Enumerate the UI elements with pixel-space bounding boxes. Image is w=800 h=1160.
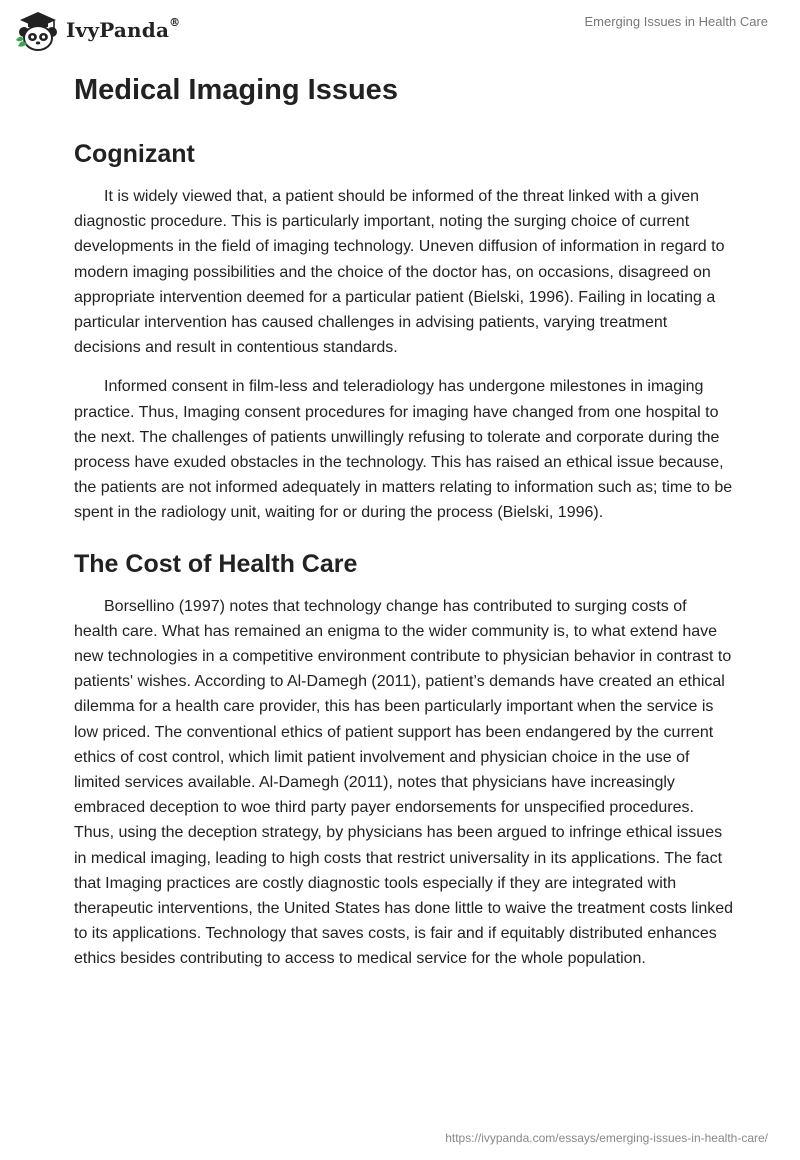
paragraph: Informed consent in film-less and teleradiology has undergone milestones in imaging practice. Thus, Imaging consent procedures for imaging have changed from one hospital to the next. The challenges of patients unwillingly refusing to tolerate and corporate during the process have exuded obstacles in the technology. This has raised an ethical issue because, the patients are not informed adequately in matters relating to information such as; time to be spent in the radiology unit, waiting for or during the process (Bielski, 1996). (74, 378, 733, 522)
panda-graduate-icon (14, 8, 62, 52)
essay-content (74, 68, 734, 986)
source-url[interactable]: https://ivypanda.com/essays/emerging-issues-in-health-care/ (445, 1131, 768, 1145)
page-title: Medical Imaging Issues (74, 74, 398, 106)
page-header (0, 0, 800, 60)
section-heading-cognizant: Cognizant (74, 140, 195, 168)
document-title: Emerging Issues in Health Care (584, 14, 768, 29)
paragraph: It is widely viewed that, a patient should be informed of the threat linked with a given diagnostic procedure. This is particularly important, noting the surging choice of current developments in the field of imaging technology. Uneven diffusion of information in regard to modern imaging possibilities and the choice of the doctor has, on occasions, disagreed on appropriate intervention deemed for a particular patient (Bielski, 1996). Failing in locating a particular intervention has caused challenges in advising patients, varying treatment decisions and result in contentious standards. (74, 188, 725, 357)
paragraph: Borsellino (1997) notes that technology change has contributed to surging costs of health care. What has remained an enigma to the wider community is, to what extend have new technologies in a competitive environment contribute to physician behavior in contrast to patients' wishes. According to Al-Damegh (2011), patient’s demands have created an ethical dilemma for a health care provider, this has been particularly important when the service is low priced. The conventional ethics of patient support has been endangered by the current ethics of cost control, which limit patient involvement and physician choice in the use of limited services available. Al-Damegh (2011), notes that physicians have increasingly embraced deception to woe third party payer endorsements for unspecified procedures. Thus, using the deception strategy, by physicians has been argued to infringe ethical issues in medical imaging, leading to high costs that restrict universality in its applications. The fact that Imaging practices are costly diagnostic tools especially if they are integrated with therapeutic interventions, the United States has done little to waive the treatment costs linked to its applications. Technology that saves costs, is fair and if equitably distributed enhances ethics besides contributing to access to medical service for the whole population. (74, 597, 734, 968)
ivypanda-logo[interactable] (14, 8, 180, 52)
section-heading-cost-of-health-care: The Cost of Health Care (74, 549, 358, 578)
logo-text: IvyPanda® (66, 16, 181, 42)
